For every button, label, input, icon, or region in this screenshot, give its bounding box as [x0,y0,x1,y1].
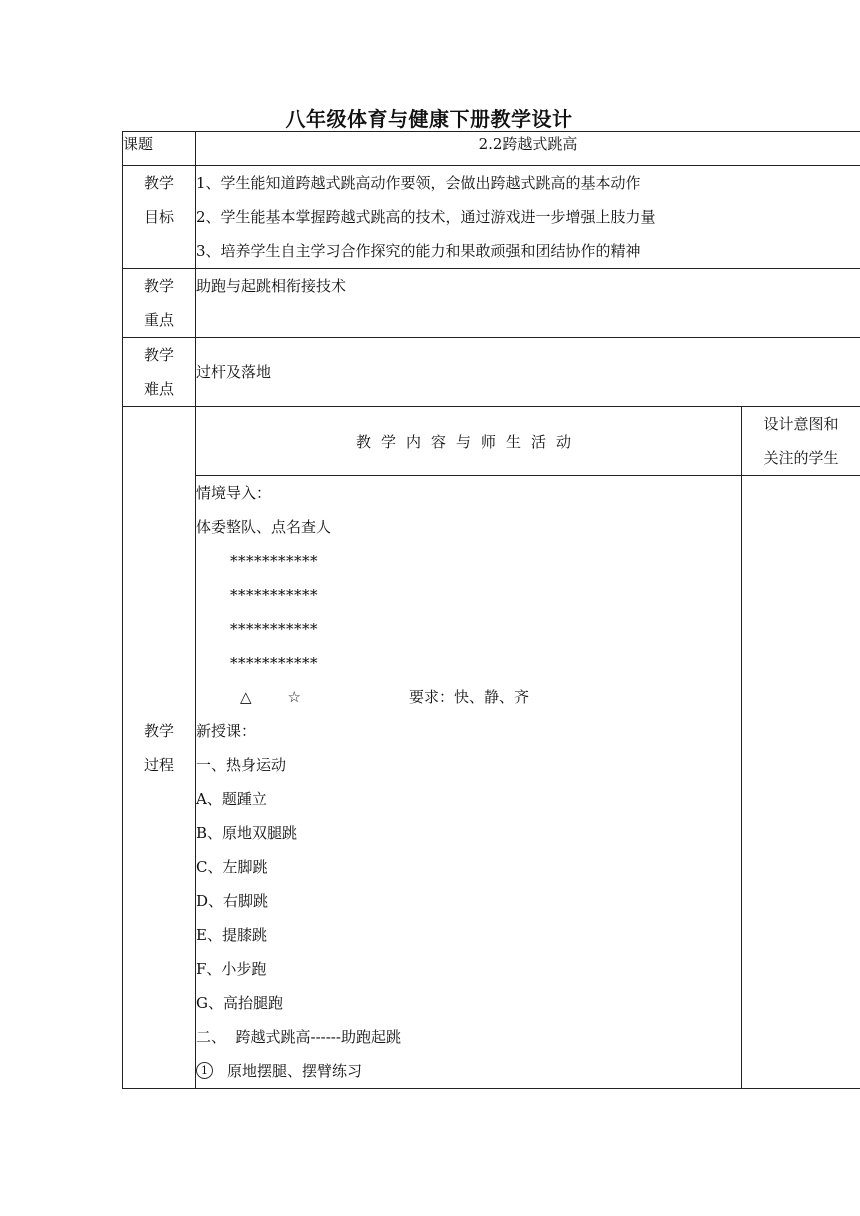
star-icon: ☆ [287,688,301,706]
warmup-item: E、提膝跳 [196,926,267,944]
formation-marks [196,680,741,714]
requirement-text: 要求：快、静、齐 [409,688,530,706]
process-header-row [123,407,860,476]
formation-row: *********** [230,620,318,638]
intro-heading: 情境导入： [196,484,272,502]
lesson-plan-table [122,131,860,1089]
process-body-row [123,476,860,1089]
warmup-item: A、题踵立 [196,790,267,808]
warmup-item: G、高抬腿跑 [196,994,283,1012]
assembly-text: 体委整队、点名查人 [196,518,332,536]
warmup-title: 一、热身运动 [196,756,287,774]
new-lesson-heading: 新授课： [196,722,257,740]
key-points-row [123,269,860,338]
difficulties-row [123,338,860,407]
key-points-label: 教学 重点 [123,269,196,338]
content-header: 教学内容与师生活动 [196,407,742,476]
objective-item: 2、学生能基本掌握跨越式跳高的技术，通过游戏进一步增强上肢力量 [196,208,656,226]
design-header: 设计意图和 关注的学生 [742,407,860,476]
step-item: 1 原地摆腿、摆臂练习 [196,1054,741,1088]
formation-row: *********** [230,552,318,570]
key-points-value: 助跑与起跳相衔接技术 [196,269,860,338]
objectives-content [196,166,860,269]
objectives-label: 教学 目标 [123,166,196,269]
subject-label: 课题 [123,132,196,166]
process-content [196,476,742,1089]
formation-row: *********** [230,654,318,672]
subject-value: 2.2跨越式跳高 [196,132,860,166]
warmup-item: B、原地双腿跳 [196,824,298,842]
section2-title: 二、 跨越式跳高------助跑起跳 [196,1028,401,1046]
warmup-item: D、右脚跳 [196,892,269,910]
objective-item: 1、学生能知道跨越式跳高动作要领，会做出跨越式跳高的基本动作 [196,174,641,192]
difficulties-value: 过杆及落地 [196,338,860,407]
difficulties-label: 教学 难点 [123,338,196,407]
formation-row: *********** [230,586,318,604]
objective-item: 3、培养学生自主学习合作探究的能力和果敢顽强和团结协作的精神 [196,242,641,260]
teacher-triangle-icon: △ [240,688,252,706]
warmup-item: C、左脚跳 [196,858,268,876]
objectives-row [123,166,860,269]
design-notes-cell [742,476,860,1089]
document-title: 八年级体育与健康下册教学设计 [285,107,573,131]
process-label: 教学 过程 [123,407,196,1089]
circled-number: 1 [196,1062,213,1079]
subject-row [123,132,860,166]
warmup-item: F、小步跑 [196,960,267,978]
